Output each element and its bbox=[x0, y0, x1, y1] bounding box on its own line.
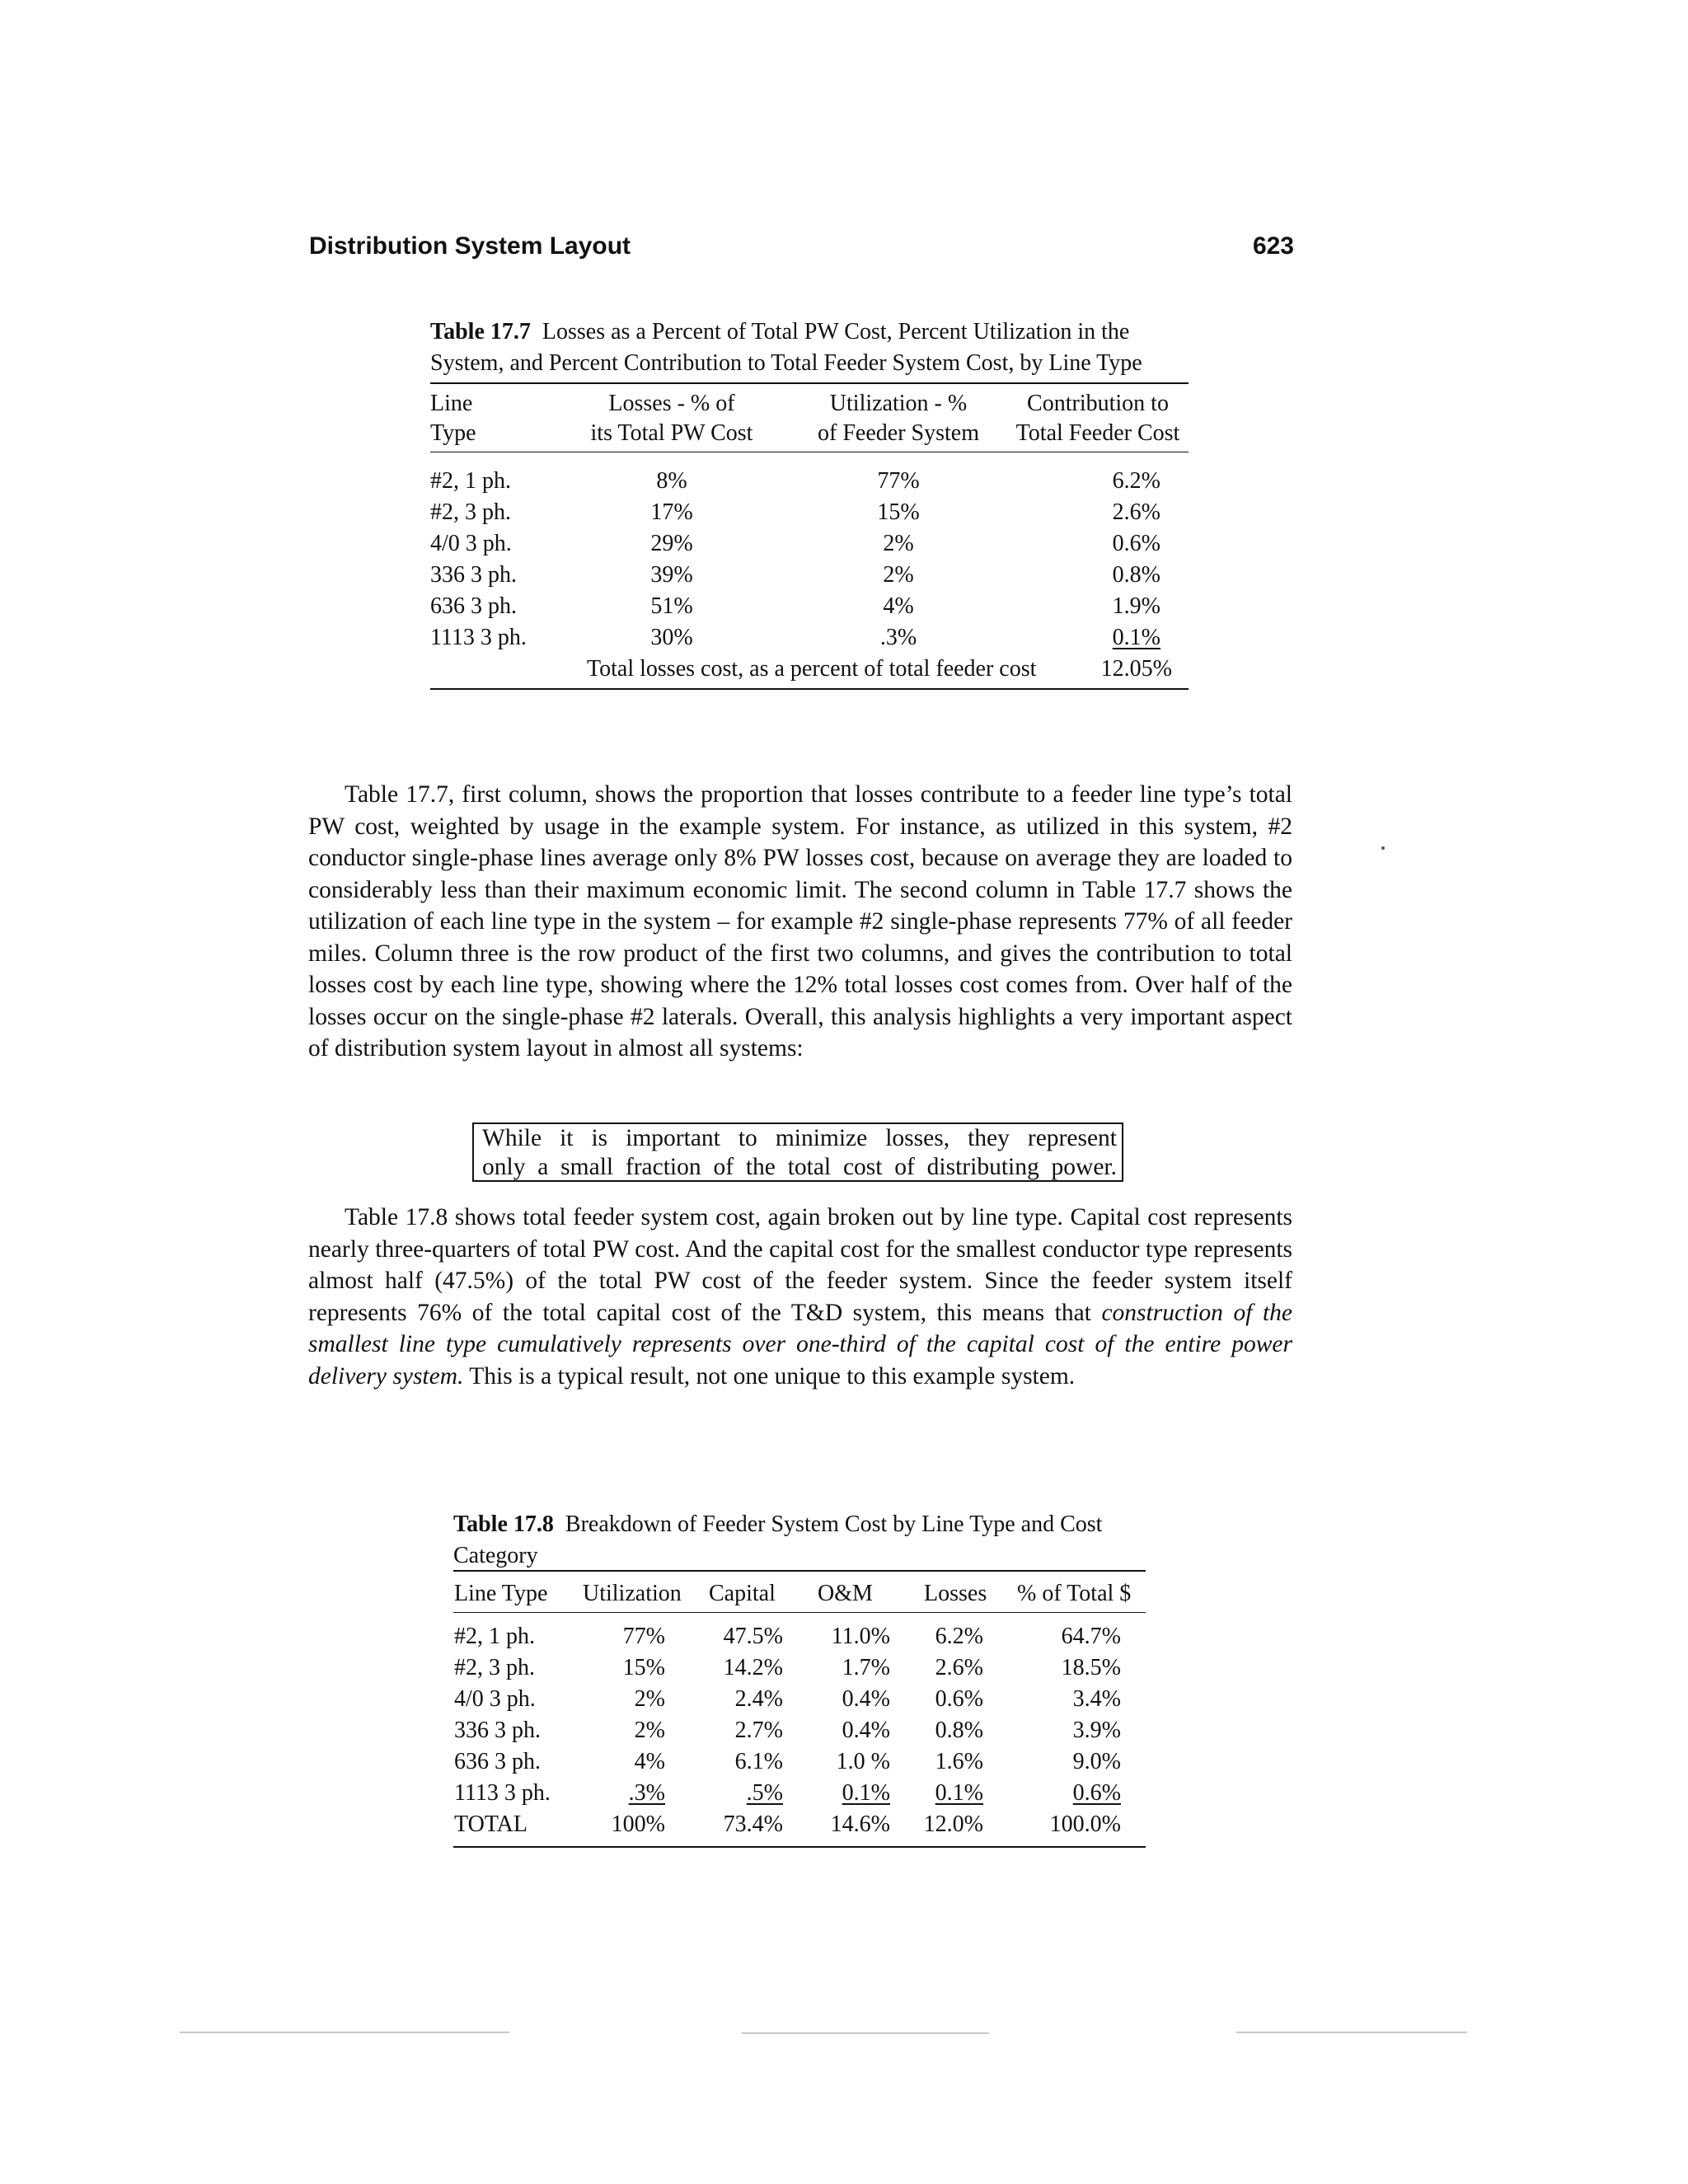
page-number: 623 bbox=[1252, 232, 1294, 260]
emphasis-text: construction of the smallest line type cumulatively represents over one-third of the capital cost of the entire power delivery system. bbox=[308, 1299, 1293, 1390]
scan-speck bbox=[1381, 846, 1385, 850]
t1-total-label: Total losses cost, as a percent of total feeder cost bbox=[587, 656, 1037, 682]
scan-artifact-line bbox=[180, 2032, 509, 2033]
t1-header-contribution: Contribution to Total Feeder Cost bbox=[1015, 391, 1180, 446]
section-title: Distribution System Layout bbox=[309, 232, 631, 260]
callout-line1: While it is important to minimize losses, they represent bbox=[482, 1125, 1117, 1151]
t1-header-utilization: Utilization - % of Feeder System bbox=[818, 391, 979, 446]
table-17-8-caption bbox=[453, 1509, 1179, 1572]
table-17-7-bottom-rule bbox=[430, 688, 1189, 690]
t1-header-line: Line Type bbox=[430, 391, 476, 446]
table-17-8-caption-line1: Breakdown of Feeder System Cost by Line Type and Cost bbox=[565, 1511, 1103, 1537]
callout-line2: only a small fraction of the total cost of distributing power. bbox=[482, 1154, 1117, 1180]
body-paragraph-1: Table 17.7, first column, shows the proportion that losses contribute to a feeder line type’s total PW cost, weighted by usage in the example system. For instance, as utilized in this system, #2 conductor single-phase lines average only 8% PW losses cost, because on average they are loaded to considerably less than their maximum economic limit. The second column in Table 17.7 shows the utilization of each line type in the system – for example #2 single-phase represents 77% of all feeder miles. Column three is the row product of the first two columns, and gives the contribution to total losses cost by each line type, showing where the 12% total losses cost comes from. Over half of the losses occur on the single-phase #2 laterals. Overall, this analysis highlights a very important aspect of distribution system layout in almost all systems: bbox=[308, 781, 1292, 1062]
t1-header-losses: Losses - % of its Total PW Cost bbox=[590, 391, 753, 446]
table-17-7-caption-line2: System, and Percent Contribution to Total Feeder System Cost, by Line Type bbox=[430, 350, 1142, 376]
t1-total-value: 12.05% bbox=[1100, 656, 1172, 682]
body-paragraph-2: Table 17.8 shows total feeder system cost, again broken out by line type. Capital cost represents nearly three-quarters of total PW cost. And the capital cost for the smallest conductor type represents almost half (47.5%) of the total PW cost of the feeder system. Since the feeder system itself represents 76% of the total capital cost of the T&D system, this means that construction of the smallest line type cumulatively represents over one-third of the capital cost of the entire power delivery system. This is a typical result, not one unique to this example system. bbox=[308, 1204, 1293, 1390]
callout-box bbox=[472, 1122, 1123, 1182]
scan-artifact-line bbox=[742, 2032, 989, 2034]
table-17-7-label: Table 17.7 bbox=[430, 319, 531, 344]
table-17-8-bottom-rule bbox=[453, 1846, 1146, 1848]
scan-artifact-line bbox=[1236, 2032, 1467, 2033]
table-17-7-caption-line1: Losses as a Percent of Total PW Cost, Percent Utilization in the bbox=[542, 319, 1130, 344]
table-17-8-label: Table 17.8 bbox=[453, 1511, 554, 1537]
running-header bbox=[309, 232, 1294, 269]
table-17-8-header-rule bbox=[453, 1612, 1146, 1613]
table-17-7-caption bbox=[430, 316, 1205, 379]
table-17-7-top-rule bbox=[430, 382, 1189, 384]
table-17-8-caption-line2: Category bbox=[453, 1543, 538, 1568]
table-17-8-top-rule bbox=[453, 1570, 1146, 1572]
